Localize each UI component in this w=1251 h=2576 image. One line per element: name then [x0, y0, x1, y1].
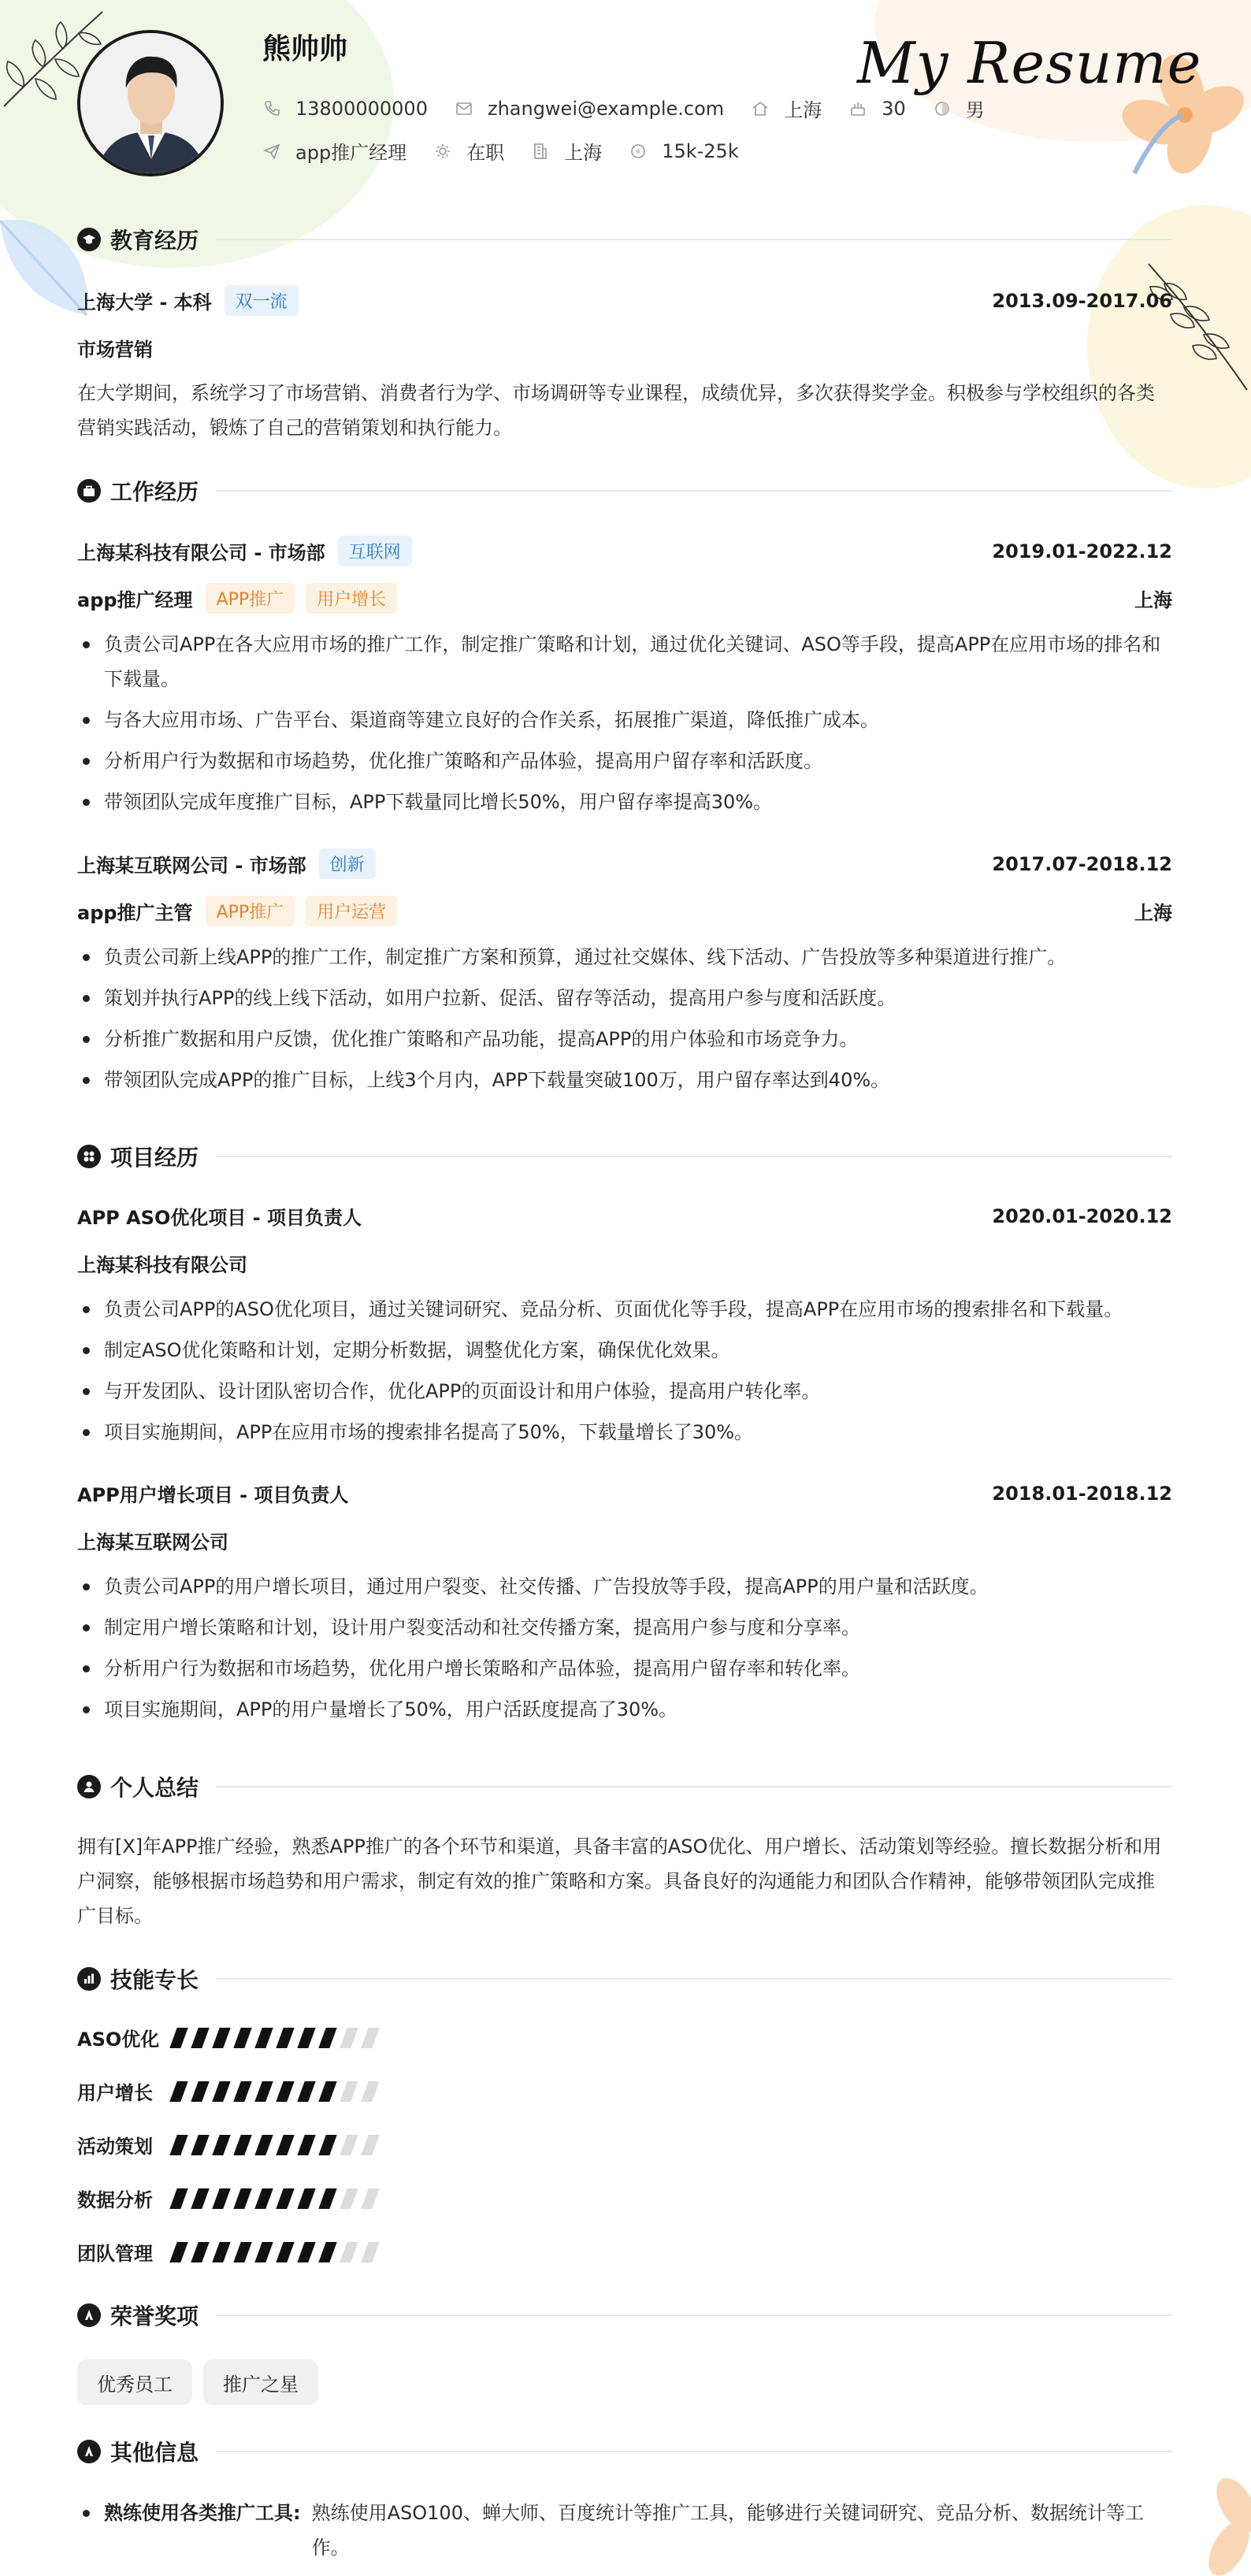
list-item: 项目实施期间，APP在应用市场的搜索排名提高了50%，下载量增长了30%。 — [77, 1415, 1172, 1449]
skill-level-bar — [173, 2188, 386, 2209]
skill-level-segment-filled — [233, 2028, 251, 2048]
skill-row — [77, 2131, 386, 2158]
skill-level-segment-filled — [191, 2188, 209, 2209]
skill-level-segment-filled — [276, 2188, 294, 2209]
skill-level-segment-filled — [297, 2188, 315, 2209]
skill-level-segment-filled — [318, 2135, 336, 2155]
skill-row — [77, 2238, 386, 2266]
section-divider — [216, 1978, 1172, 1980]
my-resume-banner: My Resume — [857, 30, 1202, 96]
role-tag: 用户增长 — [306, 583, 397, 614]
skill-level-segment-filled — [254, 2188, 273, 2209]
list-item: 带领团队完成年度推广目标，APP下载量同比增长50%，用户留存率提高30%。 — [77, 785, 1172, 819]
list-item: 分析用户行为数据和市场趋势，优化用户增长策略和产品体验，提高用户留存率和转化率。 — [77, 1651, 1172, 1686]
skill-name: 用户增长 — [77, 2082, 153, 2104]
skill-level-segment-filled — [297, 2028, 315, 2048]
project-company: 上海某互联网公司 — [77, 1531, 228, 1553]
skill-level-segment-empty — [361, 2188, 379, 2209]
decor-flower-bottom-right — [1190, 2466, 1251, 2576]
status-value: 在职 — [466, 142, 505, 164]
work-section-header — [77, 473, 1172, 508]
send-icon — [262, 142, 281, 161]
job-company-row — [77, 536, 1172, 566]
skill-level-segment-filled — [297, 2242, 315, 2262]
awards-section-header — [77, 2298, 1172, 2333]
skill-level-segment-filled — [233, 2242, 251, 2262]
job-bullets — [77, 627, 1172, 826]
skill-row — [77, 2024, 386, 2051]
company-tag: 创新 — [319, 848, 376, 879]
award-chip: 推广之星 — [203, 2359, 318, 2405]
project-date: 2018.01-2018.12 — [992, 1482, 1172, 1505]
skill-level-segment-filled — [233, 2135, 251, 2155]
age-value: 30 — [882, 97, 906, 120]
list-item: 负责公司APP的用户增长项目，通过用户裂变、社交传播、广告投放等手段，提高APP的用户量和活跃度。 — [77, 1569, 1172, 1604]
job-date: 2019.01-2022.12 — [992, 540, 1172, 562]
summary-text: 拥有[X]年APP推广经验，熟悉APP推广的各个环节和渠道，具备丰富的ASO优化、用户增长、活动策划等经验。擅长数据分析和用户洞察，能够根据市场趋势和用户需求，制定有效的推广策略和方案。具备良好的沟通能力和团队合作精神，能够带领团队完成推广目标。 — [77, 1835, 1162, 1927]
role-tag: APP推广 — [206, 583, 295, 614]
avatar — [77, 30, 224, 176]
info-icon — [77, 2440, 101, 2463]
skill-level-segment-filled — [254, 2242, 273, 2262]
skill-level-segment-empty — [361, 2081, 379, 2102]
skill-level-bar — [173, 2081, 386, 2102]
salary-item — [629, 140, 739, 162]
project-name-row — [77, 1479, 1172, 1507]
other-section-header — [77, 2434, 1172, 2469]
project-company: 上海某科技有限公司 — [77, 1254, 247, 1276]
skill-level-segment-empty — [361, 2028, 379, 2048]
project-date: 2020.01-2020.12 — [992, 1204, 1172, 1227]
section-divider — [216, 239, 1172, 240]
job-role-row — [77, 896, 1172, 926]
gender-item — [933, 95, 985, 122]
skill-level-segment-filled — [233, 2081, 251, 2102]
list-item: 制定ASO优化策略和计划，定期分析数据，调整优化方案，确保优化效果。 — [77, 1333, 1172, 1368]
skill-level-segment-empty — [340, 2242, 358, 2262]
cake-icon — [848, 99, 867, 118]
job-company-row — [77, 848, 1172, 879]
education-school-row — [77, 285, 1172, 316]
job-intent-row — [262, 137, 766, 165]
project-bullets — [77, 1292, 1172, 1456]
skill-name: 数据分析 — [77, 2189, 153, 2211]
skills-section-header — [77, 1962, 1172, 1996]
grid-icon — [77, 1145, 101, 1168]
skill-level-segment-filled — [318, 2028, 336, 2048]
skill-level-segment-filled — [191, 2028, 209, 2048]
skill-level-segment-filled — [233, 2188, 251, 2209]
skills-title: 技能专长 — [110, 1967, 199, 1993]
skill-level-segment-filled — [212, 2135, 230, 2155]
education-title: 教育经历 — [110, 228, 199, 254]
other-text: 熟练使用ASO100、蝉大师、百度统计等推广工具，能够进行关键词研究、竞品分析、数据统计等工作。 — [311, 2502, 1144, 2559]
section-divider — [216, 1156, 1172, 1157]
status-icon — [433, 142, 452, 161]
user-icon — [77, 1775, 101, 1798]
project-name: APP用户增长项目 - 项目负责人 — [77, 1484, 349, 1506]
other-title: 其他信息 — [110, 2440, 199, 2466]
job-location: 上海 — [1134, 589, 1172, 611]
job-company: 上海某互联网公司 - 市场部 — [77, 855, 306, 877]
skill-level-segment-filled — [212, 2188, 230, 2209]
home-icon — [751, 99, 770, 118]
skill-name: 活动策划 — [77, 2136, 153, 2158]
skill-level-segment-filled — [191, 2135, 209, 2155]
section-divider — [216, 2451, 1172, 2452]
skill-level-segment-filled — [212, 2028, 230, 2048]
phone-icon — [262, 99, 281, 118]
project-name: APP ASO优化项目 - 项目负责人 — [77, 1207, 362, 1229]
skill-level-bar — [173, 2242, 386, 2262]
bullet-dot — [83, 2510, 90, 2517]
skill-level-segment-filled — [212, 2242, 230, 2262]
position-item — [262, 137, 406, 165]
other-item — [77, 2496, 1172, 2565]
skill-level-segment-empty — [361, 2242, 379, 2262]
job-role-row — [77, 583, 1172, 614]
candidate-name: 熊帅帅 — [262, 33, 348, 65]
skill-level-segment-filled — [254, 2135, 273, 2155]
section-divider — [216, 490, 1172, 492]
salary-value: 15k-25k — [662, 139, 739, 162]
section-divider — [216, 1786, 1172, 1787]
list-item: 负责公司APP的ASO优化项目，通过关键词研究、竞品分析、页面优化等手段，提高APP在应用市场的搜索排名和下载量。 — [77, 1292, 1172, 1327]
chart-icon — [77, 1967, 101, 1991]
job-role: app推广主管 — [77, 902, 193, 924]
status-item — [433, 137, 504, 165]
projects-title: 项目经历 — [110, 1145, 199, 1171]
skill-level-segment-filled — [318, 2081, 336, 2102]
age-item — [848, 98, 906, 120]
gender-icon — [933, 99, 952, 118]
skill-level-bar — [173, 2135, 386, 2155]
graduation-cap-icon — [77, 228, 101, 251]
list-item: 与各大应用市场、广告平台、渠道商等建立良好的合作关系，拓展推广渠道，降低推广成本。 — [77, 703, 1172, 737]
awards-title: 荣誉奖项 — [110, 2303, 199, 2329]
list-item: 制定用户增长策略和计划，设计用户裂变活动和社交传播方案，提高用户参与度和分享率。 — [77, 1610, 1172, 1645]
skill-level-segment-empty — [340, 2028, 358, 2048]
project-bullets — [77, 1569, 1172, 1733]
skill-row — [77, 2077, 386, 2105]
gender-value: 男 — [965, 99, 985, 121]
list-item: 分析推广数据和用户反馈，优化推广策略和产品功能，提高APP的用户体验和市场竞争力。 — [77, 1022, 1172, 1056]
major: 市场营销 — [77, 339, 153, 361]
education-date: 2013.09-2017.06 — [992, 289, 1172, 312]
phone-value: 13800000000 — [295, 97, 428, 120]
list-item: 与开发团队、设计团队密切合作，优化APP的页面设计和用户体验，提高用户转化率。 — [77, 1374, 1172, 1409]
email-value: zhangwei@example.com — [487, 97, 725, 120]
project-company-row — [77, 1249, 1172, 1277]
phone-item — [262, 98, 428, 120]
school-name: 上海大学 - 本科 — [77, 291, 212, 314]
skill-level-segment-filled — [254, 2028, 273, 2048]
avatar-portrait — [80, 33, 222, 175]
skill-row — [77, 2184, 386, 2212]
award-icon — [77, 2303, 101, 2327]
company-tag: 互联网 — [338, 536, 412, 566]
money-icon — [629, 142, 648, 161]
position-value: app推广经理 — [295, 142, 407, 164]
section-divider — [216, 2314, 1172, 2316]
award-chip: 优秀员工 — [77, 2359, 192, 2405]
skill-level-segment-filled — [212, 2081, 230, 2102]
education-major-row — [77, 334, 1172, 362]
skill-level-segment-empty — [340, 2135, 358, 2155]
summary-title: 个人总结 — [110, 1775, 199, 1801]
skill-level-segment-empty — [340, 2081, 358, 2102]
skill-name: ASO优化 — [77, 2029, 160, 2051]
project-company-row — [77, 1527, 1172, 1554]
list-item: 项目实施期间，APP的用户量增长了50%，用户活跃度提高了30%。 — [77, 1692, 1172, 1727]
job-date: 2017.07-2018.12 — [992, 852, 1172, 875]
target-city-value: 上海 — [564, 142, 603, 164]
skill-level-segment-filled — [276, 2028, 294, 2048]
skill-level-segment-empty — [340, 2188, 358, 2209]
contact-row — [262, 95, 1012, 122]
job-bullets — [77, 940, 1172, 1104]
skill-level-segment-filled — [276, 2081, 294, 2102]
skill-level-segment-filled — [191, 2081, 209, 2102]
education-description: 在大学期间，系统学习了市场营销、消费者行为学、市场调研等专业课程，成绩优异，多次获得奖学金。积极参与学校组织的各类营销实践活动，锻炼了自己的营销策划和执行能力。 — [77, 382, 1155, 439]
list-item: 带领团队完成APP的推广目标，上线3个月内，APP下载量突破100万，用户留存率达到40%。 — [77, 1063, 1172, 1097]
role-tag: 用户运营 — [306, 896, 397, 926]
skill-level-segment-filled — [297, 2135, 315, 2155]
project-name-row — [77, 1202, 1172, 1230]
list-item: 分析用户行为数据和市场趋势，优化推广策略和产品体验，提高用户留存率和活跃度。 — [77, 744, 1172, 778]
city-item — [751, 95, 822, 122]
building-icon — [531, 142, 550, 161]
projects-section-header — [77, 1139, 1172, 1174]
skill-level-segment-filled — [276, 2242, 294, 2262]
skill-level-segment-filled — [254, 2081, 273, 2102]
target-city-item — [531, 137, 602, 165]
skill-level-segment-filled — [318, 2188, 336, 2209]
list-item: 负责公司新上线APP的推广工作，制定推广方案和预算，通过社交媒体、线下活动、广告投放等多种渠道进行推广。 — [77, 940, 1172, 974]
work-title: 工作经历 — [110, 479, 199, 505]
job-company: 上海某科技有限公司 - 市场部 — [77, 542, 325, 564]
decor-branch-right — [1141, 260, 1251, 394]
skill-level-segment-filled — [191, 2242, 209, 2262]
skill-level-segment-filled — [297, 2081, 315, 2102]
education-section-header — [77, 222, 1172, 257]
city-value: 上海 — [784, 99, 822, 121]
skill-name: 团队管理 — [77, 2243, 153, 2265]
email-item — [455, 98, 724, 120]
skill-level-segment-filled — [276, 2135, 294, 2155]
job-location: 上海 — [1134, 902, 1172, 924]
summary-section-header — [77, 1769, 1172, 1804]
job-role: app推广经理 — [77, 589, 193, 611]
other-label: 熟练使用各类推广工具: — [104, 2502, 301, 2524]
skill-level-segment-filled — [318, 2242, 336, 2262]
mail-icon — [455, 99, 473, 118]
briefcase-icon — [77, 479, 101, 503]
skill-level-segment-empty — [361, 2135, 379, 2155]
school-tag: 双一流 — [225, 285, 299, 316]
list-item: 负责公司APP在各大应用市场的推广工作，制定推广策略和计划，通过优化关键词、ASO等手段，提高APP在应用市场的排名和下载量。 — [77, 627, 1172, 696]
role-tag: APP推广 — [206, 896, 295, 926]
list-item: 策划并执行APP的线上线下活动，如用户拉新、促活、留存等活动，提高用户参与度和活跃度。 — [77, 981, 1172, 1015]
skill-level-bar — [173, 2028, 386, 2048]
